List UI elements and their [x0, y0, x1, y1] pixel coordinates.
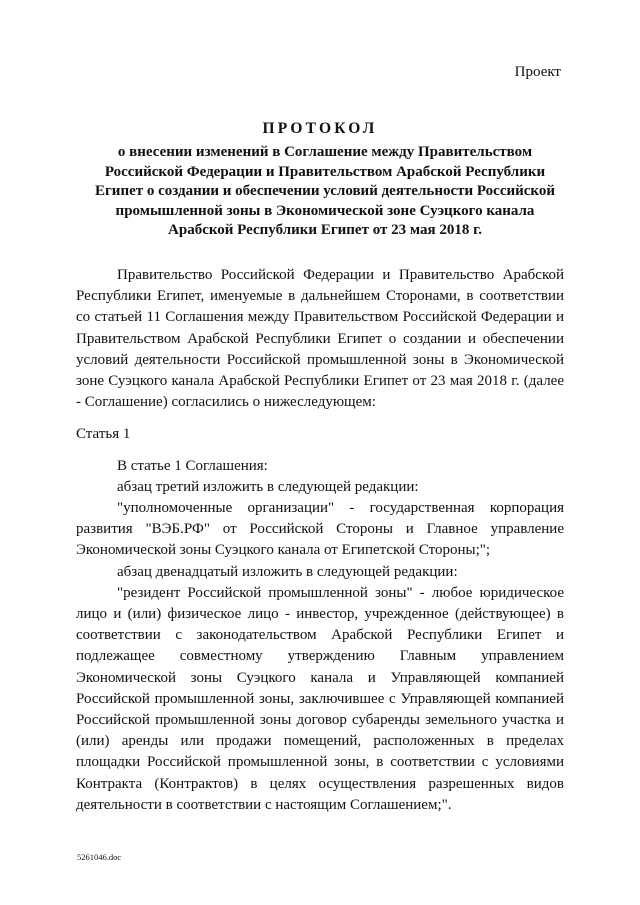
article-paragraph: абзац третий изложить в следующей редакции:	[117, 478, 419, 495]
document-title: ПРОТОКОЛ	[262, 120, 378, 137]
document-subtitle: о внесении изменений в Соглашение между Правительством Российской Федерации и Правительством Арабской Республики Египет о создании и обеспечении условий деятельности Российской промышленной зоны в Экономической зоне Суэцкого канала Арабской Республики Египет от 23 мая 2018 г.	[94, 144, 556, 239]
draft-label: Проект	[514, 64, 561, 80]
article-heading: Статья 1	[76, 426, 131, 443]
article-paragraph: "резидент Российской промышленной зоны" - любое юридическое лицо и (или) физическое лицо - инвестор, учрежденное (действующее) в соответствии с законодательством Арабской Республики Египет и подлежащее совместному утверждению Главным управлением Экономической зоны Суэцкого канала и Управляющей компанией Российской промышленной зоны, заключившее с Управляющей компанией Российской промышленной зоны договор субаренды земельного участка и (или) аренды или продажи помещений, расположенных в пределах площадки Российской промышленной зоны, в соответствии с условиями Контракта (Контрактов) в целях осуществления разрешенных видов деятельности в соответствии с настоящим Соглашением;".	[76, 584, 564, 813]
article-paragraph: В статье 1 Соглашения:	[117, 457, 268, 474]
article-paragraph: "уполномоченные организации" - государственная корпорация развития "ВЭБ.РФ" от Российской Стороны и Главное управление Экономической зоны Суэцкого канала от Египетской Стороны;";	[76, 500, 564, 559]
document-body	[76, 265, 564, 816]
preamble-paragraph: Правительство Российской Федерации и Правительство Арабской Республики Египет, именуемые в дальнейшем Сторонами, в соответствии со статьей 11 Соглашения между Правительством Российской Федерации и Правительством Арабской Республики Египет о создании и обеспечении условий деятельности Российской промышленной зоны в Экономической зоне Суэцкого канала Арабской Республики Египет от 23 мая 2018 г. (далее - Соглашение) согласились о нижеследующем:	[76, 267, 564, 411]
file-code: 5261046.doc	[77, 852, 122, 862]
article-paragraph: абзац двенадцатый изложить в следующей редакции:	[117, 563, 458, 580]
